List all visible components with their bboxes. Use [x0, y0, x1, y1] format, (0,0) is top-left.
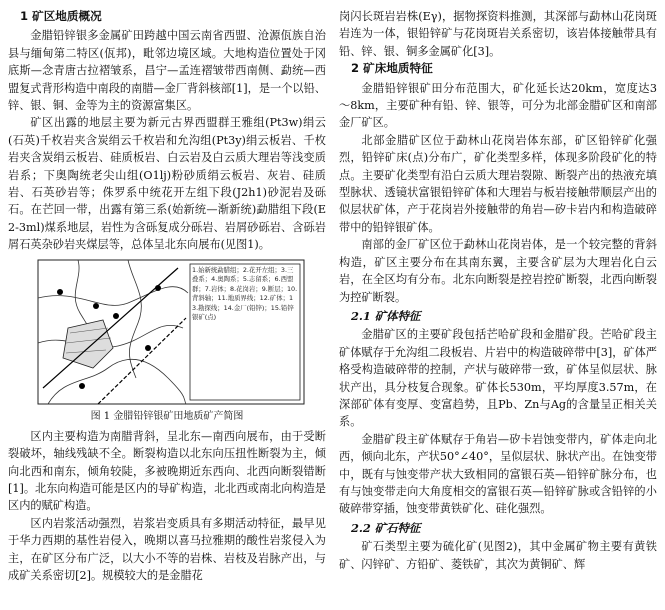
subsection-heading-2-2: 2.2 矿石特征	[351, 520, 421, 535]
figure-1	[8, 258, 326, 424]
subsection-heading-2-1: 2.1 矿体特征	[351, 308, 421, 323]
map-legend: 1.始新统勐腊组；2.花开左组；3.三叠系；4.奥陶系；5.志留系；6.西盟群；7.岩体；8.花岗岩；9.断层；10.背斜轴；11.地质界线；12.矿体；13.勘探线；14.金厂(铅锌)；15.铅锌银矿(点)	[192, 265, 298, 321]
figure-caption: 图 1 金腊铅锌银矿田地质矿产简图	[90, 410, 244, 422]
paragraph: 金腊铅锌银矿田分布范围大，矿化延长达20km，宽度达3～8km，主要矿种有铅、锌、银等，可分为北部金腊矿区和南部金厂矿区。	[339, 81, 657, 130]
paragraph: 金腊矿段主矿体赋存于角岩—矽卡岩蚀变带内，矿体走向北西，倾向北东，产状50°∠40°，呈似层状、脉状产出。在蚀变带中，既有与蚀变带产状大致相同的富银石英—铅锌矿脉分布，也有与蚀变带走向大角度相交的富银石英—铅锌矿脉或含铅锌的小破碎带穿插，蚀变带黄铁矿化、硅化强烈。	[339, 432, 657, 516]
section-heading-2: 2 矿床地质特征	[351, 61, 433, 76]
paragraph: 南部的金厂矿区位于勐林山花岗岩体，是一个较完整的背斜构造，矿区主要分布在其南东翼，主要含矿层为大理岩化白云岩，在全区均有分布。北东向断裂是控岩控矿断裂，北西向断裂为控矿断裂。	[339, 238, 657, 304]
left-column	[8, 8, 326, 584]
section-heading-1: 1 矿区地质概况	[20, 9, 102, 23]
paragraph: 矿区出露的地层主要为新元古界西盟群王雅组(Pt3w)绢云(石英)千枚岩夹含炭绢云千枚岩和允沟组(Pt3y)绢云板岩、千枚岩夹含炭绢云板岩、硅质板岩、白云岩及白云质大理岩等浅变质岩系；下奥陶统老尖山组(O1lj)粉砂质绢云板岩、灰岩、硅质岩、石英砂岩等；侏罗系中统花开左组下段(J2h1)砂泥岩及砾石。在芒回一带，出露有第三系(始新统—渐新统)勐腊组下段(E2-3ml)煤系地层，岩性为含砾复成分砾岩、岩屑砂砾岩、含砾岩屑石英杂砂岩夹煤层等，总体呈北东向展布(见图1)。	[8, 116, 326, 252]
paragraph: 矿石类型主要为硫化矿(见图2)，其中金属矿物主要有黄铁矿、闪锌矿、方铅矿、菱铁矿，其次为黄铜矿、辉	[339, 540, 657, 571]
geologic-map	[8, 258, 326, 408]
paragraph: 区内岩浆活动强烈，岩浆岩变质具有多期活动特征，最早见于华力西期的基性岩侵入，晚期以喜马拉雅期的酸性岩浆侵入为主，在矿区分布广泛，以大小不等的岩株、岩枝及岩脉产出，与成矿关系密切[2]。规模较大的是金腊花	[8, 516, 326, 582]
paragraph: 岗闪长斑岩岩株(Eγ)，据物探资料推测，其深部与勐林山花岗斑岩连为一体，银铅锌矿与花岗斑岩关系密切，该岩体接触带具有铅、锌、银、铜多金属矿化[3]。	[339, 10, 657, 58]
paragraph: 北部金腊矿区位于勐林山花岗岩体东部，矿区铅锌矿化强烈，铅锌矿床(点)分布广，矿化类型多样，体现多阶段矿化的特点。主要矿化类型有沿白云质大理岩裂隙、断裂产出的热液充填型脉状、透镜状富银铅锌矿体和大理岩与板岩接触带顺层产出的似层状矿体，产于花岗岩外接触带的角岩—矽卡岩内和构造破碎带中的铅锌银矿体。	[339, 133, 657, 234]
right-column	[339, 8, 657, 573]
paragraph: 区内主要构造为南腊背斜，呈北东—南西向展布，由于受断裂破坏，轴线残缺不全。断裂构造以北东向压扭性断裂为主，倾向北西和南东，倾角较陡，多被晚期近东西向、北西向断裂错断[1]。北东向构造可能是区内的导矿构造，北北西或南北向构造是区内的赋矿构造。	[8, 429, 326, 513]
paragraph: 金腊铅锌银多金属矿田跨越中国云南省西盟、沧源佤族自治县与缅甸第二特区(佤邦)，毗邻边境区域。大地构造位置处于冈底斯—念青唐古拉褶皱系，昌宁—孟连褶皱带西南侧、勐统—西盟复式背形构造中南段的南腊—金厂背斜核部[1]，是一个以铅、锌、银、铜、金等为主的资源富集区。	[8, 29, 326, 113]
paragraph: 金腊矿区的主要矿段包括芒哈矿段和金腊矿段。芒哈矿段主矿体赋存于允沟组二段板岩、片岩中的构造破碎带中[3]，矿体严格受构造破碎带的控制，产状与破碎带一致，矿体呈似层状、脉状产出，具分枝复合现象。矿体长530m，平均厚度3.57m，在深部矿体有变厚、变富趋势，且Pb、Zn与Ag的含量呈正相关关系。	[339, 328, 657, 429]
